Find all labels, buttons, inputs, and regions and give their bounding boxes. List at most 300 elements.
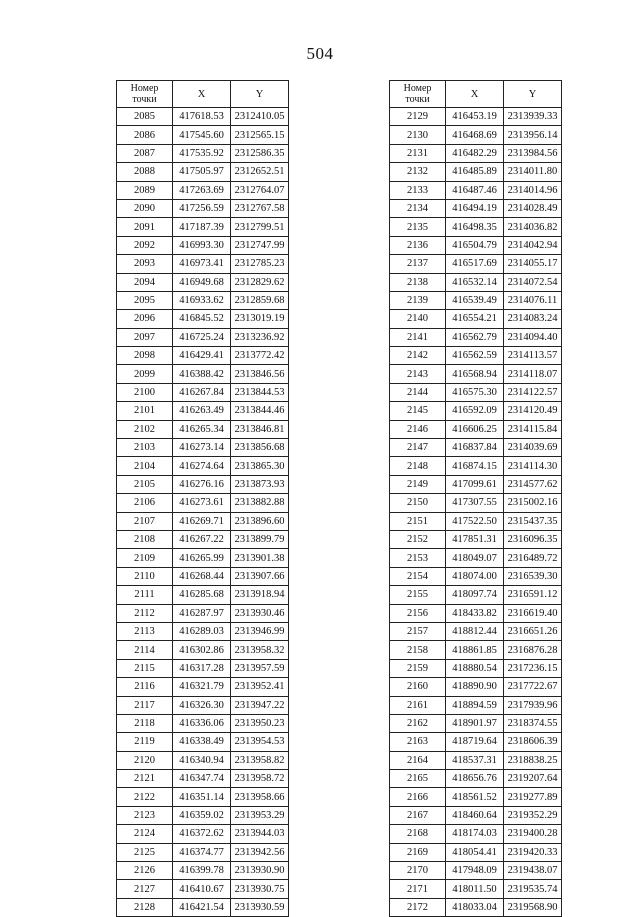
cell-point-number: 2096 bbox=[117, 310, 173, 328]
cell-y: 2315002.16 bbox=[504, 494, 562, 512]
cell-x: 416482.29 bbox=[446, 144, 504, 162]
cell-x: 416568.94 bbox=[446, 365, 504, 383]
cell-y: 2313019.19 bbox=[231, 310, 289, 328]
cell-y: 2313939.33 bbox=[504, 108, 562, 126]
table-row bbox=[390, 347, 562, 365]
cell-y: 2313952.41 bbox=[231, 678, 289, 696]
cell-y: 2319277.89 bbox=[504, 788, 562, 806]
cell-x: 416429.41 bbox=[173, 347, 231, 365]
cell-point-number: 2138 bbox=[390, 273, 446, 291]
cell-y: 2312747.99 bbox=[231, 236, 289, 254]
cell-point-number: 2145 bbox=[390, 402, 446, 420]
table-row bbox=[390, 567, 562, 585]
table-row bbox=[117, 457, 289, 475]
cell-x: 418537.31 bbox=[446, 751, 504, 769]
table-row bbox=[117, 126, 289, 144]
table-row bbox=[390, 365, 562, 383]
table-row bbox=[390, 806, 562, 824]
cell-x: 416351.14 bbox=[173, 788, 231, 806]
cell-x: 417099.61 bbox=[446, 475, 504, 493]
cell-x: 416338.49 bbox=[173, 733, 231, 751]
cell-point-number: 2137 bbox=[390, 255, 446, 273]
cell-x: 416532.14 bbox=[446, 273, 504, 291]
table-row bbox=[117, 770, 289, 788]
cell-y: 2316489.72 bbox=[504, 549, 562, 567]
cell-x: 416265.99 bbox=[173, 549, 231, 567]
cell-x: 418174.03 bbox=[446, 825, 504, 843]
cell-x: 417535.92 bbox=[173, 144, 231, 162]
table-row bbox=[117, 255, 289, 273]
cell-x: 416273.14 bbox=[173, 439, 231, 457]
table-row bbox=[117, 236, 289, 254]
cell-y: 2313930.90 bbox=[231, 862, 289, 880]
table-row bbox=[117, 659, 289, 677]
cell-x: 416321.79 bbox=[173, 678, 231, 696]
cell-x: 418011.50 bbox=[446, 880, 504, 898]
cell-y: 2312785.23 bbox=[231, 255, 289, 273]
table-row bbox=[390, 218, 562, 236]
cell-x: 416410.67 bbox=[173, 880, 231, 898]
cell-x: 416336.06 bbox=[173, 714, 231, 732]
cell-x: 416973.41 bbox=[173, 255, 231, 273]
cell-x: 418460.64 bbox=[446, 806, 504, 824]
table-row bbox=[117, 512, 289, 530]
cell-x: 416326.30 bbox=[173, 696, 231, 714]
cell-x: 418074.00 bbox=[446, 567, 504, 585]
table-row bbox=[117, 843, 289, 861]
cell-x: 418433.82 bbox=[446, 604, 504, 622]
cell-y: 2314083.24 bbox=[504, 310, 562, 328]
header-point-line1: Номер bbox=[130, 83, 159, 94]
table-row bbox=[117, 365, 289, 383]
cell-y: 2314114.30 bbox=[504, 457, 562, 475]
cell-y: 2312410.05 bbox=[231, 108, 289, 126]
cell-point-number: 2141 bbox=[390, 328, 446, 346]
cell-point-number: 2129 bbox=[390, 108, 446, 126]
cell-y: 2314072.54 bbox=[504, 273, 562, 291]
cell-point-number: 2085 bbox=[117, 108, 173, 126]
cell-y: 2314122.57 bbox=[504, 383, 562, 401]
cell-x: 416575.30 bbox=[446, 383, 504, 401]
cell-point-number: 2105 bbox=[117, 475, 173, 493]
cell-y: 2313958.32 bbox=[231, 641, 289, 659]
cell-x: 418901.97 bbox=[446, 714, 504, 732]
cell-point-number: 2151 bbox=[390, 512, 446, 530]
cell-point-number: 2118 bbox=[117, 714, 173, 732]
table-row bbox=[390, 622, 562, 640]
cell-y: 2316591.12 bbox=[504, 586, 562, 604]
cell-y: 2314039.69 bbox=[504, 439, 562, 457]
cell-point-number: 2099 bbox=[117, 365, 173, 383]
cell-point-number: 2092 bbox=[117, 236, 173, 254]
cell-y: 2318838.25 bbox=[504, 751, 562, 769]
cell-x: 418054.41 bbox=[446, 843, 504, 861]
cell-point-number: 2160 bbox=[390, 678, 446, 696]
cell-point-number: 2165 bbox=[390, 770, 446, 788]
cell-x: 416285.68 bbox=[173, 586, 231, 604]
table-row bbox=[390, 696, 562, 714]
table-row bbox=[117, 567, 289, 585]
cell-y: 2313956.14 bbox=[504, 126, 562, 144]
cell-point-number: 2087 bbox=[117, 144, 173, 162]
cell-point-number: 2163 bbox=[390, 733, 446, 751]
table-row bbox=[117, 144, 289, 162]
table-row bbox=[390, 880, 562, 898]
cell-x: 416453.19 bbox=[446, 108, 504, 126]
header-point-number bbox=[117, 81, 173, 108]
cell-x: 418561.52 bbox=[446, 788, 504, 806]
header-point-line2: точки bbox=[405, 94, 430, 105]
cell-point-number: 2153 bbox=[390, 549, 446, 567]
cell-point-number: 2101 bbox=[117, 402, 173, 420]
cell-y: 2313899.79 bbox=[231, 530, 289, 548]
cell-x: 416517.69 bbox=[446, 255, 504, 273]
cell-point-number: 2091 bbox=[117, 218, 173, 236]
cell-point-number: 2156 bbox=[390, 604, 446, 622]
coordinates-table-left bbox=[116, 80, 289, 917]
table-row bbox=[117, 530, 289, 548]
cell-x: 418656.76 bbox=[446, 770, 504, 788]
cell-x: 416269.71 bbox=[173, 512, 231, 530]
cell-point-number: 2088 bbox=[117, 163, 173, 181]
table-row bbox=[390, 770, 562, 788]
cell-x: 416289.03 bbox=[173, 622, 231, 640]
cell-x: 416498.35 bbox=[446, 218, 504, 236]
cell-x: 416468.69 bbox=[446, 126, 504, 144]
cell-y: 2316539.30 bbox=[504, 567, 562, 585]
cell-x: 417618.53 bbox=[173, 108, 231, 126]
cell-x: 416263.49 bbox=[173, 402, 231, 420]
cell-x: 416267.84 bbox=[173, 383, 231, 401]
cell-point-number: 2133 bbox=[390, 181, 446, 199]
table-row bbox=[117, 218, 289, 236]
table-header-row bbox=[390, 81, 562, 108]
cell-point-number: 2172 bbox=[390, 898, 446, 916]
table-row bbox=[117, 604, 289, 622]
cell-point-number: 2116 bbox=[117, 678, 173, 696]
table-row bbox=[117, 696, 289, 714]
table-row bbox=[117, 402, 289, 420]
cell-point-number: 2159 bbox=[390, 659, 446, 677]
cell-x: 416874.15 bbox=[446, 457, 504, 475]
table-row bbox=[117, 678, 289, 696]
table-row bbox=[390, 236, 562, 254]
cell-point-number: 2098 bbox=[117, 347, 173, 365]
cell-point-number: 2169 bbox=[390, 843, 446, 861]
cell-point-number: 2139 bbox=[390, 291, 446, 309]
cell-x: 416494.19 bbox=[446, 199, 504, 217]
table-row bbox=[390, 255, 562, 273]
cell-point-number: 2132 bbox=[390, 163, 446, 181]
table-row bbox=[390, 512, 562, 530]
cell-point-number: 2110 bbox=[117, 567, 173, 585]
cell-x: 416276.16 bbox=[173, 475, 231, 493]
cell-x: 418880.54 bbox=[446, 659, 504, 677]
cell-y: 2313984.56 bbox=[504, 144, 562, 162]
table-row bbox=[117, 549, 289, 567]
table-row bbox=[117, 163, 289, 181]
cell-y: 2313882.88 bbox=[231, 494, 289, 512]
table-row bbox=[117, 475, 289, 493]
cell-point-number: 2154 bbox=[390, 567, 446, 585]
table-row bbox=[390, 733, 562, 751]
table-row bbox=[117, 420, 289, 438]
table-row bbox=[390, 862, 562, 880]
header-point-line2: точки bbox=[132, 94, 157, 105]
cell-y: 2312652.51 bbox=[231, 163, 289, 181]
cell-point-number: 2126 bbox=[117, 862, 173, 880]
table-row bbox=[390, 383, 562, 401]
cell-x: 416302.86 bbox=[173, 641, 231, 659]
cell-y: 2314113.57 bbox=[504, 347, 562, 365]
table-row bbox=[390, 788, 562, 806]
cell-point-number: 2142 bbox=[390, 347, 446, 365]
cell-x: 416554.21 bbox=[446, 310, 504, 328]
cell-point-number: 2086 bbox=[117, 126, 173, 144]
cell-point-number: 2155 bbox=[390, 586, 446, 604]
cell-y: 2313950.23 bbox=[231, 714, 289, 732]
cell-x: 417263.69 bbox=[173, 181, 231, 199]
table-row bbox=[117, 586, 289, 604]
page-number: 504 bbox=[306, 44, 334, 63]
cell-x: 416487.46 bbox=[446, 181, 504, 199]
cell-y: 2313957.59 bbox=[231, 659, 289, 677]
cell-y: 2313958.72 bbox=[231, 770, 289, 788]
cell-x: 418097.74 bbox=[446, 586, 504, 604]
cell-point-number: 2162 bbox=[390, 714, 446, 732]
table-row bbox=[117, 733, 289, 751]
table-row bbox=[390, 898, 562, 916]
cell-y: 2313907.66 bbox=[231, 567, 289, 585]
cell-x: 417505.97 bbox=[173, 163, 231, 181]
cell-point-number: 2123 bbox=[117, 806, 173, 824]
cell-point-number: 2134 bbox=[390, 199, 446, 217]
table-row bbox=[390, 144, 562, 162]
cell-point-number: 2113 bbox=[117, 622, 173, 640]
cell-y: 2316876.28 bbox=[504, 641, 562, 659]
cell-x: 418033.04 bbox=[446, 898, 504, 916]
cell-x: 418894.59 bbox=[446, 696, 504, 714]
cell-x: 416340.94 bbox=[173, 751, 231, 769]
table-row bbox=[390, 310, 562, 328]
table-row bbox=[117, 622, 289, 640]
cell-point-number: 2164 bbox=[390, 751, 446, 769]
table-row bbox=[390, 678, 562, 696]
cell-y: 2313954.53 bbox=[231, 733, 289, 751]
cell-x: 416421.54 bbox=[173, 898, 231, 916]
cell-x: 416485.89 bbox=[446, 163, 504, 181]
cell-x: 416539.49 bbox=[446, 291, 504, 309]
cell-y: 2313958.82 bbox=[231, 751, 289, 769]
cell-x: 416287.97 bbox=[173, 604, 231, 622]
cell-point-number: 2107 bbox=[117, 512, 173, 530]
cell-point-number: 2130 bbox=[390, 126, 446, 144]
cell-point-number: 2114 bbox=[117, 641, 173, 659]
table-row bbox=[117, 641, 289, 659]
cell-x: 416265.34 bbox=[173, 420, 231, 438]
cell-point-number: 2122 bbox=[117, 788, 173, 806]
cell-x: 416273.61 bbox=[173, 494, 231, 512]
cell-x: 416504.79 bbox=[446, 236, 504, 254]
table-row bbox=[390, 714, 562, 732]
cell-x: 416268.44 bbox=[173, 567, 231, 585]
cell-y: 2319535.74 bbox=[504, 880, 562, 898]
cell-x: 416837.84 bbox=[446, 439, 504, 457]
cell-x: 417545.60 bbox=[173, 126, 231, 144]
table-row bbox=[390, 457, 562, 475]
cell-y: 2313946.99 bbox=[231, 622, 289, 640]
cell-y: 2312799.51 bbox=[231, 218, 289, 236]
table-row bbox=[117, 108, 289, 126]
cell-y: 2314577.62 bbox=[504, 475, 562, 493]
cell-y: 2312829.62 bbox=[231, 273, 289, 291]
cell-x: 418861.85 bbox=[446, 641, 504, 659]
cell-y: 2313844.46 bbox=[231, 402, 289, 420]
table-row bbox=[117, 181, 289, 199]
cell-point-number: 2090 bbox=[117, 199, 173, 217]
cell-point-number: 2144 bbox=[390, 383, 446, 401]
cell-y: 2312859.68 bbox=[231, 291, 289, 309]
cell-x: 416562.59 bbox=[446, 347, 504, 365]
cell-y: 2312565.15 bbox=[231, 126, 289, 144]
table-row bbox=[390, 549, 562, 567]
cell-point-number: 2121 bbox=[117, 770, 173, 788]
cell-point-number: 2131 bbox=[390, 144, 446, 162]
cell-x: 416993.30 bbox=[173, 236, 231, 254]
header-y: Y bbox=[231, 81, 289, 108]
cell-point-number: 2152 bbox=[390, 530, 446, 548]
cell-x: 416388.42 bbox=[173, 365, 231, 383]
cell-point-number: 2111 bbox=[117, 586, 173, 604]
cell-y: 2314076.11 bbox=[504, 291, 562, 309]
cell-point-number: 2108 bbox=[117, 530, 173, 548]
cell-y: 2313844.53 bbox=[231, 383, 289, 401]
cell-x: 417948.09 bbox=[446, 862, 504, 880]
header-y: Y bbox=[504, 81, 562, 108]
header-x: X bbox=[173, 81, 231, 108]
cell-y: 2313953.29 bbox=[231, 806, 289, 824]
cell-y: 2314036.82 bbox=[504, 218, 562, 236]
cell-x: 416592.09 bbox=[446, 402, 504, 420]
table-row bbox=[117, 439, 289, 457]
cell-point-number: 2149 bbox=[390, 475, 446, 493]
cell-x: 418890.90 bbox=[446, 678, 504, 696]
table-row bbox=[390, 494, 562, 512]
cell-x: 417851.31 bbox=[446, 530, 504, 548]
cell-point-number: 2168 bbox=[390, 825, 446, 843]
cell-x: 416606.25 bbox=[446, 420, 504, 438]
cell-y: 2318606.39 bbox=[504, 733, 562, 751]
cell-y: 2314115.84 bbox=[504, 420, 562, 438]
cell-x: 418049.07 bbox=[446, 549, 504, 567]
cell-y: 2319400.28 bbox=[504, 825, 562, 843]
table-row bbox=[390, 291, 562, 309]
cell-y: 2313944.03 bbox=[231, 825, 289, 843]
coordinates-table-right bbox=[389, 80, 562, 917]
cell-x: 416274.64 bbox=[173, 457, 231, 475]
cell-y: 2314118.07 bbox=[504, 365, 562, 383]
cell-y: 2313772.42 bbox=[231, 347, 289, 365]
cell-point-number: 2128 bbox=[117, 898, 173, 916]
cell-y: 2313942.56 bbox=[231, 843, 289, 861]
cell-point-number: 2143 bbox=[390, 365, 446, 383]
table-row bbox=[117, 328, 289, 346]
cell-x: 416725.24 bbox=[173, 328, 231, 346]
cell-x: 418812.44 bbox=[446, 622, 504, 640]
cell-y: 2319207.64 bbox=[504, 770, 562, 788]
table-row bbox=[390, 420, 562, 438]
cell-x: 417522.50 bbox=[446, 512, 504, 530]
cell-point-number: 2125 bbox=[117, 843, 173, 861]
table-row bbox=[117, 862, 289, 880]
cell-y: 2313865.30 bbox=[231, 457, 289, 475]
cell-y: 2319420.33 bbox=[504, 843, 562, 861]
table-row bbox=[390, 475, 562, 493]
table-row bbox=[390, 439, 562, 457]
table-row bbox=[390, 273, 562, 291]
table-body bbox=[390, 108, 562, 917]
cell-point-number: 2124 bbox=[117, 825, 173, 843]
cell-y: 2313930.46 bbox=[231, 604, 289, 622]
header-point-number bbox=[390, 81, 446, 108]
cell-y: 2313958.66 bbox=[231, 788, 289, 806]
cell-point-number: 2147 bbox=[390, 439, 446, 457]
cell-point-number: 2127 bbox=[117, 880, 173, 898]
cell-x: 416949.68 bbox=[173, 273, 231, 291]
cell-point-number: 2150 bbox=[390, 494, 446, 512]
cell-y: 2314055.17 bbox=[504, 255, 562, 273]
cell-point-number: 2157 bbox=[390, 622, 446, 640]
cell-x: 417187.39 bbox=[173, 218, 231, 236]
header-x: X bbox=[446, 81, 504, 108]
cell-point-number: 2093 bbox=[117, 255, 173, 273]
cell-y: 2313856.68 bbox=[231, 439, 289, 457]
cell-point-number: 2100 bbox=[117, 383, 173, 401]
cell-point-number: 2119 bbox=[117, 733, 173, 751]
cell-y: 2317939.96 bbox=[504, 696, 562, 714]
cell-point-number: 2148 bbox=[390, 457, 446, 475]
table-row bbox=[117, 806, 289, 824]
cell-point-number: 2104 bbox=[117, 457, 173, 475]
cell-y: 2313873.93 bbox=[231, 475, 289, 493]
cell-point-number: 2109 bbox=[117, 549, 173, 567]
cell-y: 2316651.26 bbox=[504, 622, 562, 640]
cell-y: 2313896.60 bbox=[231, 512, 289, 530]
table-row bbox=[117, 310, 289, 328]
cell-y: 2312767.58 bbox=[231, 199, 289, 217]
table-row bbox=[390, 604, 562, 622]
table-row bbox=[117, 788, 289, 806]
table-row bbox=[390, 181, 562, 199]
table-row bbox=[390, 530, 562, 548]
cell-x: 416845.52 bbox=[173, 310, 231, 328]
cell-point-number: 2161 bbox=[390, 696, 446, 714]
cell-y: 2312764.07 bbox=[231, 181, 289, 199]
table-row bbox=[390, 328, 562, 346]
cell-point-number: 2170 bbox=[390, 862, 446, 880]
cell-y: 2313901.38 bbox=[231, 549, 289, 567]
cell-point-number: 2103 bbox=[117, 439, 173, 457]
cell-y: 2316619.40 bbox=[504, 604, 562, 622]
table-row bbox=[390, 825, 562, 843]
table-row bbox=[117, 494, 289, 512]
cell-point-number: 2171 bbox=[390, 880, 446, 898]
header-point-line1: Номер bbox=[403, 83, 432, 94]
cell-y: 2314120.49 bbox=[504, 402, 562, 420]
cell-y: 2313846.56 bbox=[231, 365, 289, 383]
cell-point-number: 2089 bbox=[117, 181, 173, 199]
cell-x: 418719.64 bbox=[446, 733, 504, 751]
